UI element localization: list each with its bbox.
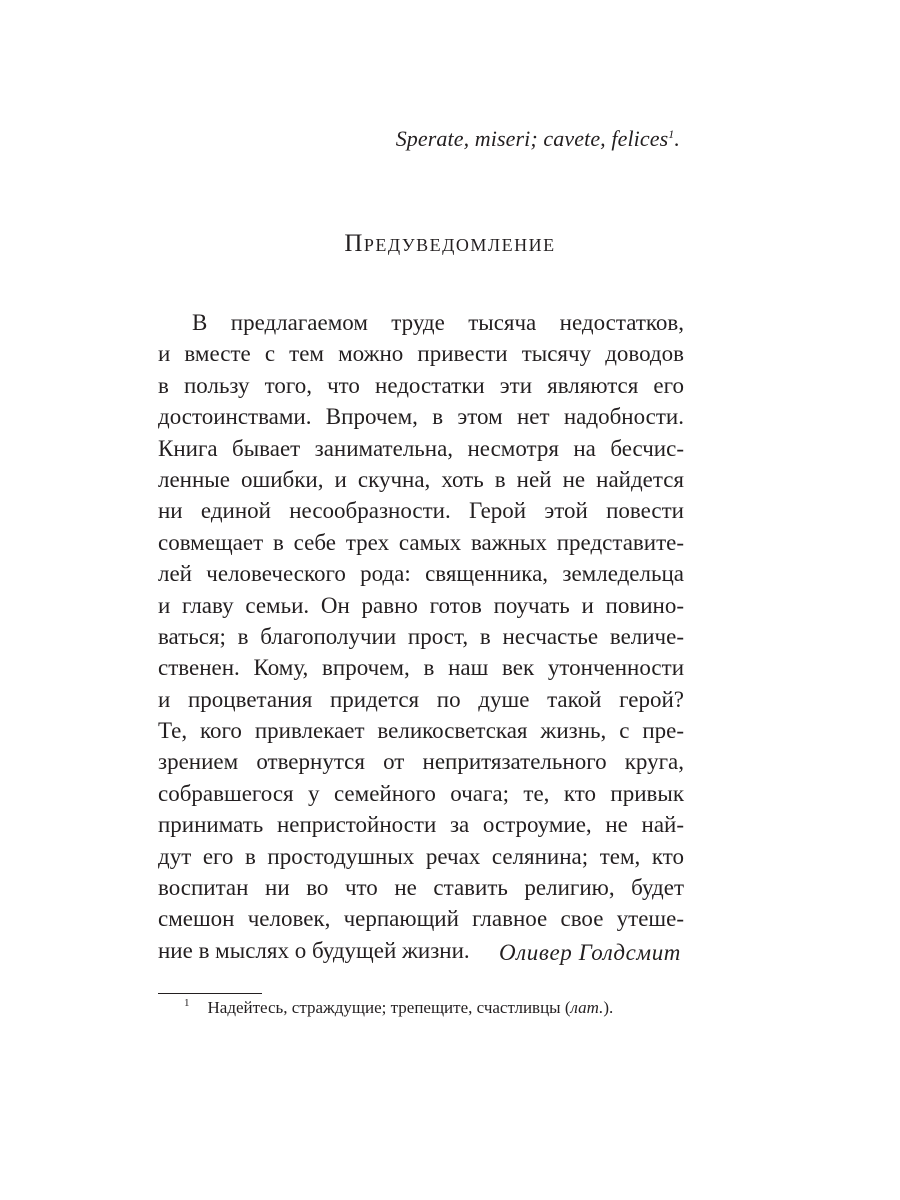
epigraph-footnote-ref[interactable]: 1: [668, 127, 675, 141]
footnote-number: 1: [184, 997, 190, 1009]
footnote-divider: [158, 993, 262, 994]
body-paragraph: [158, 307, 684, 966]
body-line: принимать непристойности за остроумие, не най-: [158, 812, 684, 838]
author-signature: Оливер Голдсмит: [498, 940, 681, 965]
epigraph-text: Sperate, miseri; cavete, felices: [395, 126, 669, 151]
body-line: Книга бывает занимательна, несмотря на бесчис-: [158, 435, 684, 461]
body-line: смешон человек, черпающий главное свое утеше-: [158, 906, 684, 932]
body-line: достоинствами. Впрочем, в этом нет надобности.: [158, 404, 684, 430]
body-line: ленные ошибки, и скучна, хоть в ней не найдется: [158, 466, 684, 492]
epigraph-end: .: [674, 126, 680, 151]
epigraph: [396, 126, 680, 152]
body-line: и вместе с тем можно привести тысячу доводов: [158, 341, 684, 367]
footnote-text: Надейтесь, страждущие; трепещите, счастливцы (: [207, 998, 571, 1017]
footnote-end: ).: [603, 998, 614, 1017]
body-line: воспитан ни во что не ставить религию, будет: [158, 875, 684, 901]
body-line: ственен. Кому, впрочем, в наш век утонченности: [158, 655, 684, 681]
body-line: совмещает в себе трех самых важных представите-: [158, 529, 684, 555]
body-line: ваться; в благополучии прост, в несчастье величе-: [158, 623, 684, 649]
body-line: зрением отвернутся от непритязательного круга,: [158, 749, 684, 775]
section-heading: Предуведомление: [344, 230, 556, 257]
body-line: лей человеческого рода: священника, земледельца: [158, 561, 684, 587]
body-line: в пользу того, что недостатки эти являются его: [158, 372, 684, 398]
body-line: собравшегося у семейного очага; те, кто привык: [158, 780, 684, 806]
footnote: [184, 998, 613, 1018]
body-line: Те, кого привлекает великосветская жизнь, с пре-: [158, 718, 684, 744]
body-line: дут его в простодушных речах селянина; тем, кто: [158, 843, 684, 869]
body-line: ние в мыслях о будущей жизни.: [158, 937, 470, 963]
body-line: ни единой несообразности. Герой этой повести: [158, 498, 684, 524]
body-line: и процветания придется по душе такой герой?: [158, 686, 684, 712]
body-line: В предлагаемом труде тысяча недостатков,: [192, 310, 684, 335]
footnote-language: лат.: [570, 998, 604, 1017]
body-line: и главу семьи. Он равно готов поучать и повино-: [158, 592, 684, 618]
